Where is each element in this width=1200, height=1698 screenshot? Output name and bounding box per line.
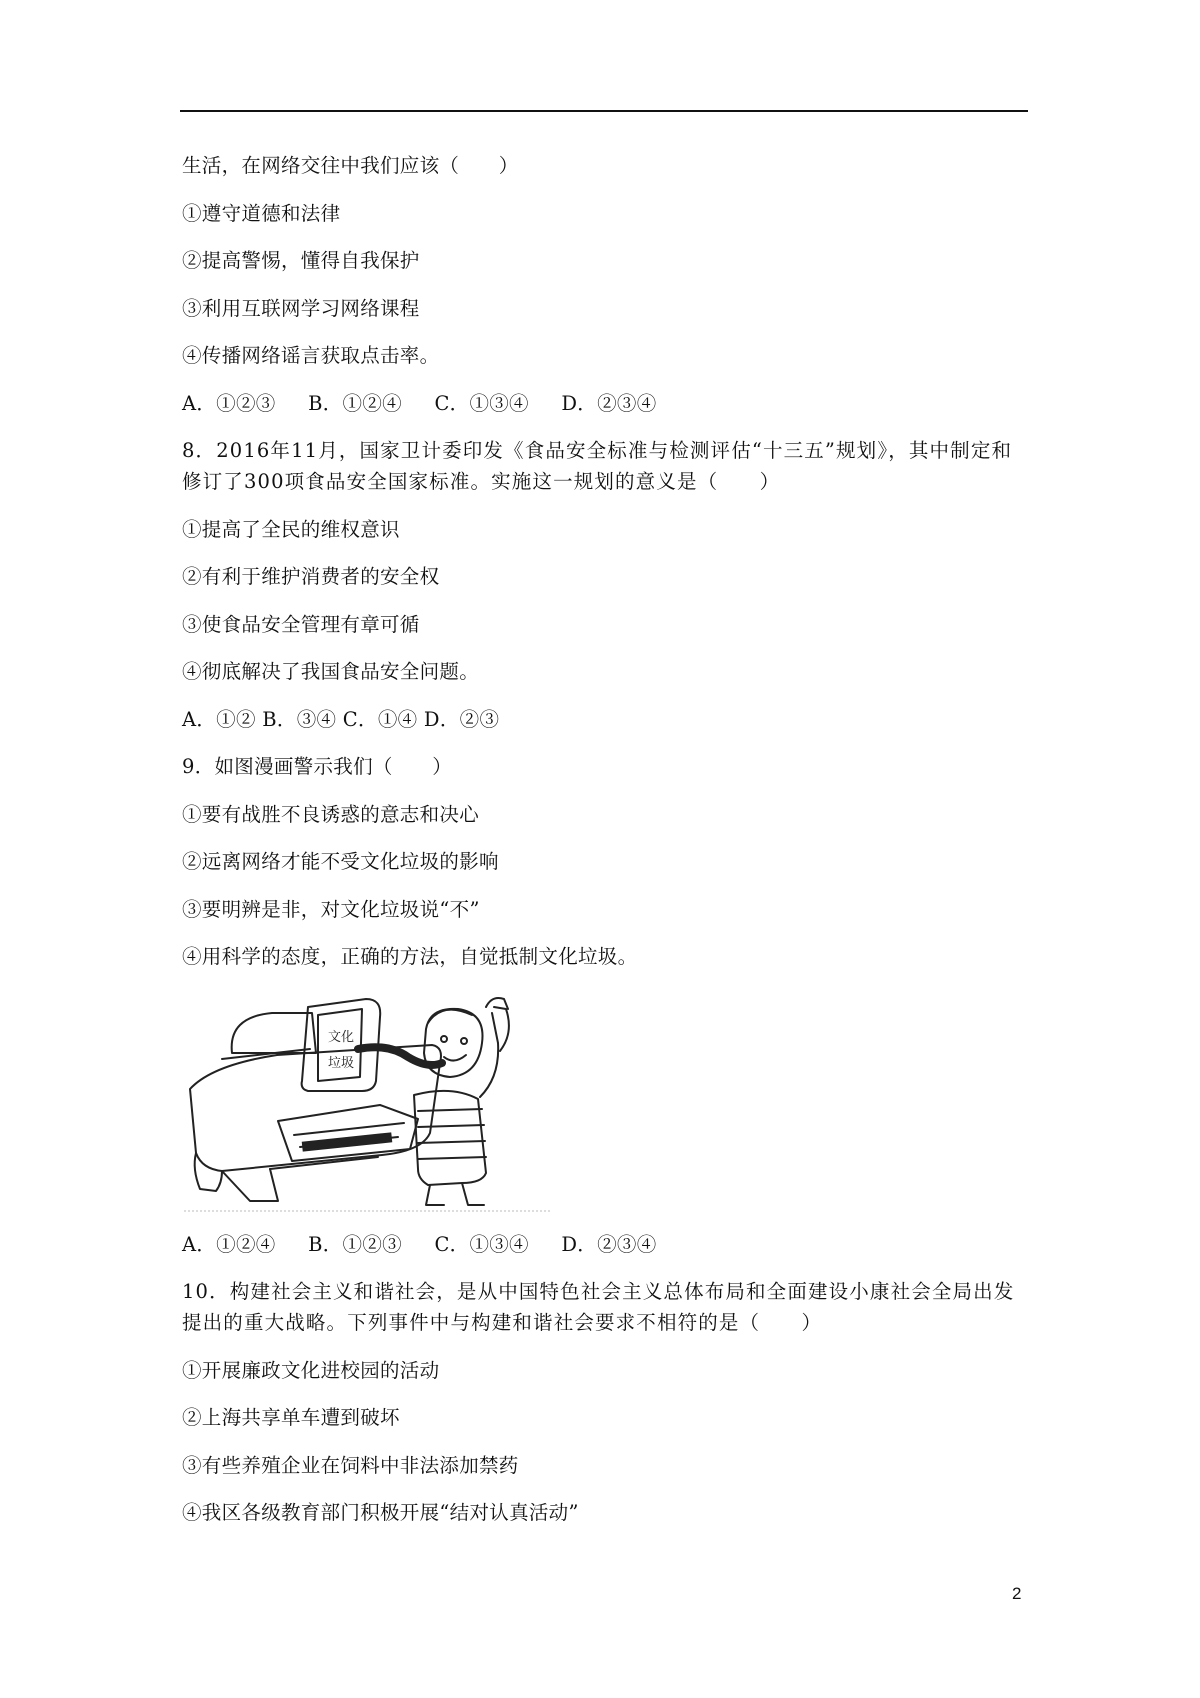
page-number: 2 xyxy=(1012,1584,1022,1603)
q10-item-4: ④我区各级教育部门积极开展“结对认真活动” xyxy=(182,1501,579,1524)
header-rule xyxy=(180,110,1028,112)
q10-item-3: ③有些养殖企业在饲料中非法添加禁药 xyxy=(182,1453,519,1477)
q9-option-d[interactable]: D．②③④ xyxy=(561,1232,657,1256)
q8-item-4: ④彻底解决了我国食品安全问题。 xyxy=(182,660,480,683)
q7-options xyxy=(182,388,1028,419)
cartoon-screen-text-1: 文化 xyxy=(328,1029,355,1045)
q7-option-a[interactable]: A．①②③ xyxy=(182,391,276,415)
q8-item-1: ①提高了全民的维权意识 xyxy=(182,517,400,541)
q10-item-2: ②上海共享单车遭到破坏 xyxy=(182,1406,400,1429)
cartoon-illustration xyxy=(182,993,552,1217)
q9-item-1: ①要有战胜不良诱惑的意志和决心 xyxy=(182,802,480,826)
q9-stem: 9．如图漫画警示我们（ ） xyxy=(182,755,453,778)
q9-option-c[interactable]: C．①③④ xyxy=(434,1232,529,1256)
q8-item-2: ②有利于维护消费者的安全权 xyxy=(182,565,440,588)
q9-options xyxy=(182,1229,1028,1260)
cartoon-screen-text-2: 垃圾 xyxy=(328,1055,355,1071)
q9-item-3: ③要明辨是非，对文化垃圾说“不” xyxy=(182,897,480,921)
q9-option-a[interactable]: A．①②④ xyxy=(182,1232,276,1256)
q7-option-d[interactable]: D．②③④ xyxy=(561,391,657,415)
q7-option-c[interactable]: C．①③④ xyxy=(434,391,529,415)
q9-item-4: ④用科学的态度，正确的方法，自觉抵制文化垃圾。 xyxy=(182,945,638,968)
q8-options[interactable]: A．①② B．③④ C．①④ D．②③ xyxy=(182,707,500,731)
q7-item-1: ①遵守道德和法律 xyxy=(182,201,341,225)
q10-stem: 10．构建社会主义和谐社会，是从中国特色社会主义总体布局和全面建设小康社会全局出发提出的重大战略。下列事件中与构建和谐社会要求不相符的是（ ） xyxy=(182,1280,1015,1334)
q8-item-3: ③使食品安全管理有章可循 xyxy=(182,612,420,636)
q7-option-b[interactable]: B．①②④ xyxy=(308,391,402,415)
page-content xyxy=(182,150,1028,1545)
q9-option-b[interactable]: B．①②③ xyxy=(308,1232,402,1256)
q10-item-1: ①开展廉政文化进校园的活动 xyxy=(182,1358,440,1382)
q7-item-4: ④传播网络谣言获取点击率。 xyxy=(182,344,440,367)
q9-item-2: ②远离网络才能不受文化垃圾的影响 xyxy=(182,850,499,873)
q7-item-2: ②提高警惕，懂得自我保护 xyxy=(182,249,420,272)
q7-continuation: 生活，在网络交往中我们应该（ ） xyxy=(182,154,519,177)
q8-stem: 8．2016年11月，国家卫计委印发《食品安全标准与检测评估“十三五”规划》，其中制定和修订了300项食品安全国家标准。实施这一规划的意义是（ ） xyxy=(182,439,1013,493)
q7-item-3: ③利用互联网学习网络课程 xyxy=(182,296,420,320)
